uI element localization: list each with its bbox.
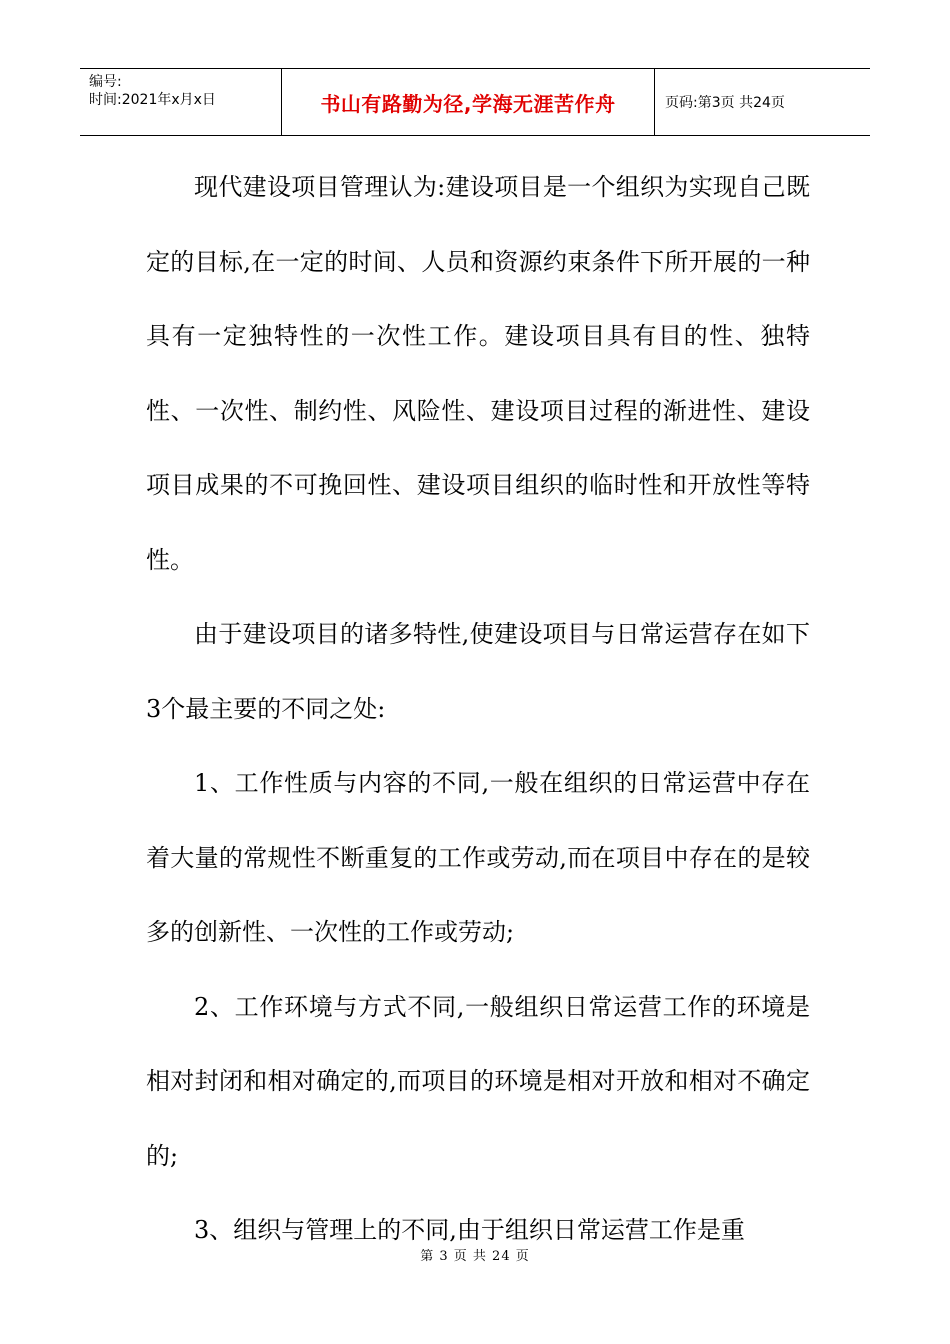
document-time-label: 时间:2021年x月x日 [89,92,216,108]
document-number-label: 编号: [89,74,122,90]
header-page-info-cell [655,69,870,135]
header-meta [80,69,282,135]
paragraph: 由于建设项目的诸多特性,使建设项目与日常运营存在如下3个最主要的不同之处: [146,620,810,723]
header-motto-cell [282,69,655,135]
paragraph: 2、工作环境与方式不同,一般组织日常运营工作的环境是相对封闭和相对确定的,而项目的环境是相对开放和相对不确定的; [146,992,810,1170]
paragraph: 3、组织与管理上的不同,由于组织日常运营工作是重 [194,1216,745,1244]
header-motto: 书山有路勤为径,学海无涯苦作舟 [320,91,616,116]
document-body [146,150,810,1268]
paragraph: 现代建设项目管理认为:建设项目是一个组织为实现自己既定的目标,在一定的时间、人员和资源约束条件下所开展的一种具有一定独特性的一次性工作。建设项目具有目的性、独特性、一次性、制约性、风险性、建设项目过程的渐进性、建设项目成果的不可挽回性、建设项目组织的临时性和开放性等特性。 [146,173,810,574]
page-footer: 第 3 页 共 24 页 [420,1249,530,1264]
page-header [80,68,870,136]
header-page-info: 页码:第3页 共24页 [665,95,785,111]
paragraph: 1、工作性质与内容的不同,一般在组织的日常运营中存在着大量的常规性不断重复的工作或劳动,而在项目中存在的是较多的创新性、一次性的工作或劳动; [146,769,810,946]
